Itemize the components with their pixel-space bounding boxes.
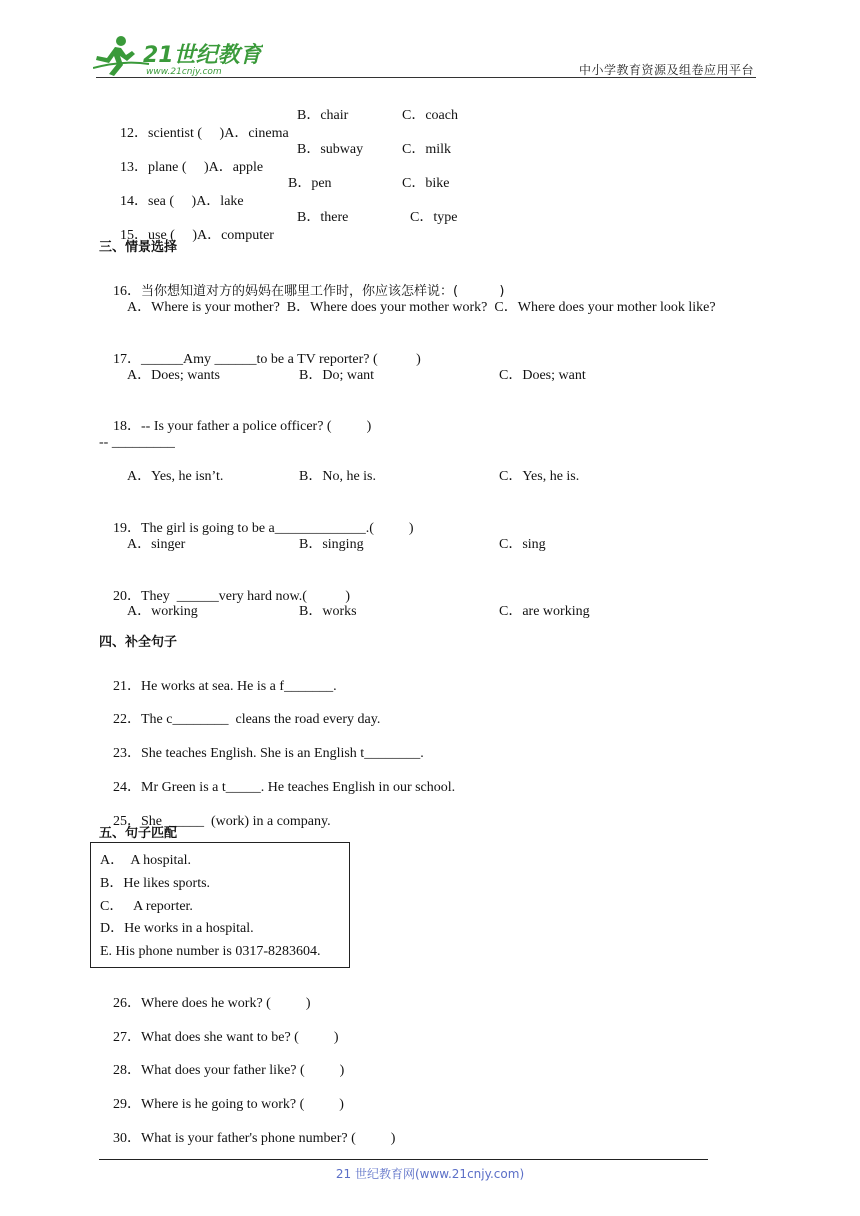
question-text: plane ( )A．apple <box>148 160 264 175</box>
choice-e: E. His phone number is 0317-8283604. <box>100 944 321 959</box>
question-number: 16． <box>113 284 141 299</box>
question-number: 18． <box>113 419 141 434</box>
question-text: Where does he work? ( ) <box>141 996 311 1011</box>
option-c: C．sing <box>499 537 546 552</box>
section-heading-4: 四、补全句子 <box>99 635 178 650</box>
question-text: use ( )A．computer <box>148 228 274 243</box>
question-text: Mr Green is a t_____. He teaches English in our school. <box>141 780 456 795</box>
footer-divider <box>99 1159 708 1160</box>
question-number: 19． <box>113 521 141 536</box>
logo-text: 21世纪教育 <box>143 43 262 68</box>
question-number: 15． <box>120 228 148 243</box>
question-number: 26． <box>113 996 141 1011</box>
option-c: C．bike <box>402 176 450 191</box>
question-number: 14． <box>120 194 148 209</box>
option-a: A．Does; wants <box>127 368 220 383</box>
option-a: A．working <box>127 604 198 619</box>
question-text: sea ( )A．lake <box>148 194 244 209</box>
question-text: She _____ (work) in a company. <box>141 814 331 829</box>
question-number: 25． <box>113 814 141 829</box>
question-text: 当你想知道对方的妈妈在哪里工作时，你应该怎样说：( ) <box>141 284 505 299</box>
option-c: C．type <box>410 210 458 225</box>
answer-blank: -- _________ <box>99 435 175 450</box>
question-number: 13． <box>120 160 148 175</box>
question-number: 22． <box>113 712 141 727</box>
question-text: -- Is your father a police officer? ( ) <box>141 419 372 434</box>
question-text: scientist ( )A．cinema <box>148 126 289 141</box>
question-text: She teaches English. She is an English t________. <box>141 746 424 761</box>
option-a: A．Yes, he isn’t. <box>127 469 224 484</box>
question-number: 23． <box>113 746 141 761</box>
question-number: 28． <box>113 1063 141 1078</box>
option-b: B．subway <box>297 142 364 157</box>
question-number: 20． <box>113 589 141 604</box>
question-number: 24． <box>113 780 141 795</box>
option-b: B．pen <box>288 176 332 191</box>
question-text: ______Amy ______to be a TV reporter? ( ) <box>141 352 421 367</box>
option-c: C．Yes, he is. <box>499 469 580 484</box>
option-c: C．are working <box>499 604 590 619</box>
choice-b: B．He likes sports. <box>100 876 211 891</box>
option-b: B．singing <box>299 537 364 552</box>
option-b: B．works <box>299 604 357 619</box>
footer-link[interactable]: 21 世纪教育网(www.21cnjy.com) <box>335 1167 525 1181</box>
question-number: 27． <box>113 1030 141 1045</box>
option-b: B．chair <box>297 108 349 123</box>
question-text: What is your father's phone number? ( ) <box>141 1131 396 1146</box>
option-a: A．singer <box>127 537 186 552</box>
option-c: C．Does; want <box>499 368 586 383</box>
choice-d: D．He works in a hospital. <box>100 921 254 936</box>
question-number: 29． <box>113 1097 141 1112</box>
platform-name: 中小学教育资源及组卷应用平台 <box>578 63 754 77</box>
question-text: The girl is going to be a_____________.( ) <box>141 521 414 536</box>
option-b: B．Do; want <box>299 368 375 383</box>
option-c: C．milk <box>402 142 452 157</box>
question-16-options: A．Where is your mother? B．Where does your mother work? C．Where does your mother look like? <box>127 300 716 315</box>
question-text: What does she want to be? ( ) <box>141 1030 339 1045</box>
option-b: B．there <box>297 210 349 225</box>
question-number: 21． <box>113 679 141 694</box>
header-divider <box>96 77 756 78</box>
answer-choices-box <box>90 842 350 968</box>
runner-logo-icon <box>93 34 263 78</box>
option-b: B．No, he is. <box>299 469 376 484</box>
section-heading-5: 五、句子匹配 <box>99 826 178 841</box>
question-text: What does your father like? ( ) <box>141 1063 345 1078</box>
match-question-30 <box>99 1112 395 1166</box>
question-number: 12． <box>120 126 148 141</box>
question-text: Where is he going to work? ( ) <box>141 1097 344 1112</box>
choice-a: A． A hospital. <box>100 853 192 868</box>
question-text: They ______very hard now.( ) <box>141 589 351 604</box>
site-logo <box>93 34 263 78</box>
choice-c: C． A reporter. <box>100 899 193 914</box>
section-heading-3: 三、情景选择 <box>99 240 178 255</box>
question-text: The c________ cleans the road every day. <box>141 712 381 727</box>
question-number: 30． <box>113 1131 141 1146</box>
logo-url: www.21cnjy.com <box>146 67 222 77</box>
option-c: C．coach <box>402 108 458 123</box>
question-number: 17． <box>113 352 141 367</box>
question-text: He works at sea. He is a f_______. <box>141 679 337 694</box>
